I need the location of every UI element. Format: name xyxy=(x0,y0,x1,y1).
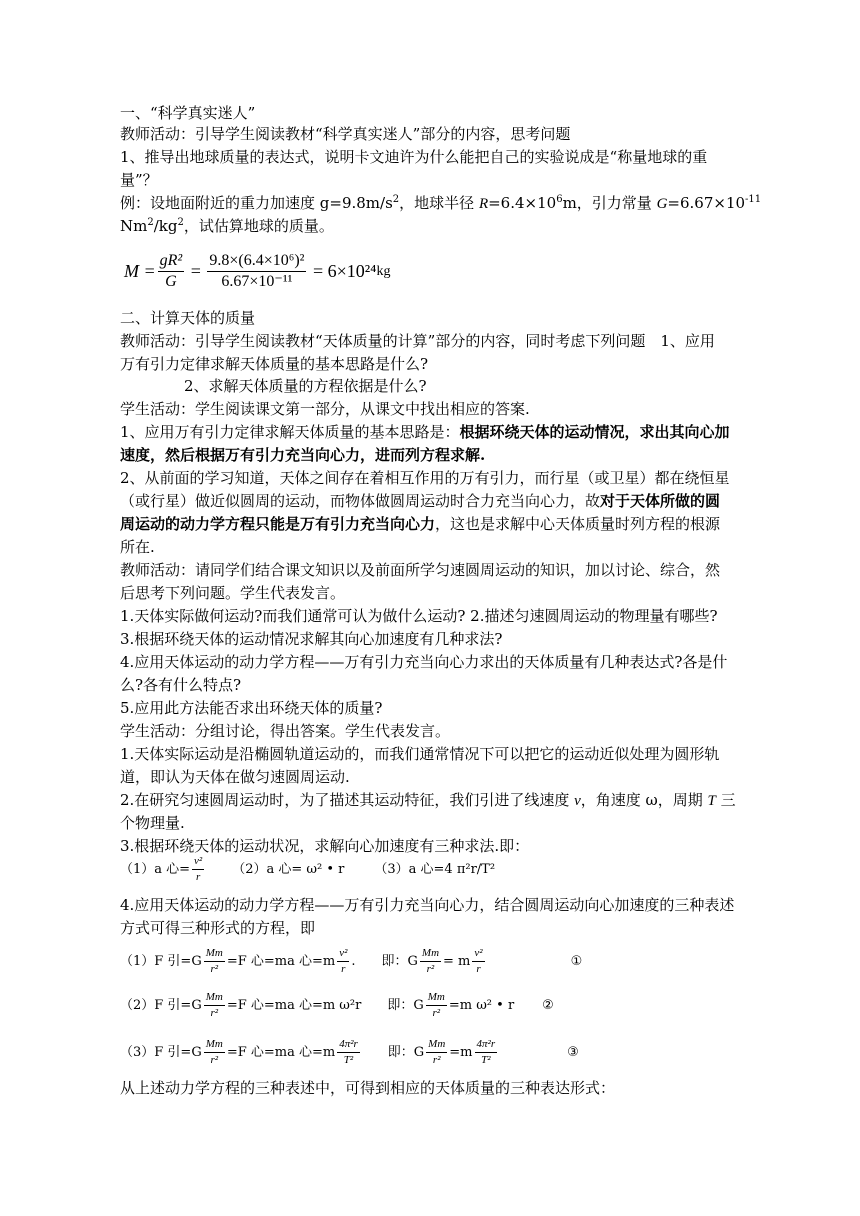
acceleration-formulas: （1）a 心= $\frac{\text{v²}}{r}$ （2）a 心= ω² • r （3）a 心=4 π²r/T² xyxy=(120,854,496,883)
dynamics-equation-2: （2）F 引=G $\frac{Mm}{\text{r²}}$ =F 心=ma 心=m ω²r 即：G $\frac{Mm}{\text{r²}}$ =m ω² • r ② xyxy=(120,990,554,1019)
earth-mass-equation: M = $\frac{\text{gR²}}{G}$ = $\frac{\text{9.8×(6.4×10⁶)²}}{\text{6.67×10⁻¹¹}}$ = 6×10²⁴ kg xyxy=(124,251,391,290)
section-2-title: 二、计算天体的质量 xyxy=(120,309,256,327)
question-1-line-2: 量”？ xyxy=(120,171,158,189)
reply-4-line-1: 4.应用天体运动的动力学方程——万有引力充当向心力，结合圆周运动向心加速度的三种表述 xyxy=(120,896,735,914)
reply-1-line-2: 道，即认为天体在做匀速圆周运动. xyxy=(120,768,350,786)
example-line-1: 例：设地面附近的重力加速度 $g=9.8m/s^2$，地球半径 $R=6.4\times 10^6m$，引力常量 $G=6.67\times 10^{-11}$ xyxy=(120,194,762,212)
reply-2-line-1: 2.在研究匀速圆周运动时，为了描述其运动特征，我们引进了线速度 v，角速度 ω，周期 T 三 xyxy=(120,791,736,809)
student-activity-1: 学生活动：学生阅读课文第一部分，从课文中找出相应的答案. xyxy=(120,400,530,418)
problem-1-2: 1.天体实际做何运动?而我们通常可认为做什么运动? 2.描述匀速圆周运动的物理量有哪些? xyxy=(120,607,718,625)
answer-2-line-3: 周运动的动力学方程只能是万有引力充当向心力，这也是求解中心天体质量时列方程的根源 xyxy=(120,515,721,533)
question-1-line-1: 1、推导出地球质量的表达式，说明卡文迪许为什么能把自己的实验说成是“称量地球的重 xyxy=(120,148,708,166)
problem-4-line-1: 4.应用天体运动的动力学方程——万有引力充当向心力求出的天体质量有几种表达式?各是什 xyxy=(120,653,728,671)
problem-3: 3.根据环绕天体的运动情况求解其向心加速度有几种求法? xyxy=(120,630,503,648)
teacher-activity-3-line-1: 教师活动：请同学们结合课文知识以及前面所学匀速圆周运动的知识，加以讨论、综合，然 xyxy=(120,561,721,579)
reply-3: 3.根据环绕天体的运动状况，求解向心加速度有三种求法.即： xyxy=(120,837,530,855)
answer-1-line-1: 1、应用万有引力定律求解天体质量的基本思路是：根据环绕天体的运动情况，求出其向心加 xyxy=(120,423,730,441)
dynamics-equation-1: （1）F 引=G $\frac{Mm}{\text{r²}}$ =F 心=ma 心=m $\frac{\text{v²}}{r}$ . 即：G $\frac{Mm}{\text{r²}}$ = m $\frac{\text{v²}}{r}$ ① xyxy=(120,946,583,975)
student-activity-2: 学生活动：分组讨论，得出答案。学生代表发言。 xyxy=(120,722,451,740)
answer-2-line-2: （或行星）做近似圆周的运动，而物体做圆周运动时合力充当向心力，故对于天体所做的圆 xyxy=(120,492,721,510)
reply-4-line-2: 方式可得三种形式的方程，即 xyxy=(120,919,316,937)
problem-4-line-2: 么?各有什么特点? xyxy=(120,676,242,694)
teacher-activity-2-line-1: 教师活动：引导学生阅读教材“天体质量的计算”部分的内容，同时考虑下列问题 1、应用 xyxy=(120,332,715,350)
teacher-activity-2-line-3: 2、求解天体质量的方程依据是什么? xyxy=(184,377,427,395)
example-line-2: $Nm^2/kg^2$，试估算地球的质量。 xyxy=(120,217,334,235)
closing-line: 从上述动力学方程的三种表述中，可得到相应的天体质量的三种表达形式： xyxy=(120,1079,616,1097)
answer-2-line-4: 所在. xyxy=(120,538,155,556)
reply-1-line-1: 1.天体实际运动是沿椭圆轨道运动的，而我们通常情况下可以把它的运动近似处理为圆形轨 xyxy=(120,745,720,763)
answer-1-line-2: 速度，然后根据万有引力充当向心力，进而列方程求解. xyxy=(120,446,486,464)
section-1-title: 一、“科学真实迷人” xyxy=(120,104,256,122)
reply-2-line-2: 个物理量. xyxy=(120,814,185,832)
teacher-activity-1: 教师活动：引导学生阅读教材“科学真实迷人”部分的内容，思考问题 xyxy=(120,125,571,143)
teacher-activity-2-line-2: 万有引力定律求解天体质量的基本思路是什么? xyxy=(120,355,429,373)
teacher-activity-3-line-2: 后思考下列问题。学生代表发言。 xyxy=(120,584,346,602)
answer-2-line-1: 2、从前面的学习知道，天体之间存在着相互作用的万有引力，而行星（或卫星）都在绕恒星 xyxy=(120,469,730,487)
problem-5: 5.应用此方法能否求出环绕天体的质量? xyxy=(120,699,383,717)
dynamics-equation-3: （3）F 引=G $\frac{Mm}{\text{r²}}$ =F 心=ma 心=m $\frac{\text{4π²r}}{\text{T²}}$ 即：G $\frac{Mm}{\text{r²}}$ =m $\frac{\text{4π²r}}{\text{T²}}$ ③ xyxy=(120,1037,579,1066)
